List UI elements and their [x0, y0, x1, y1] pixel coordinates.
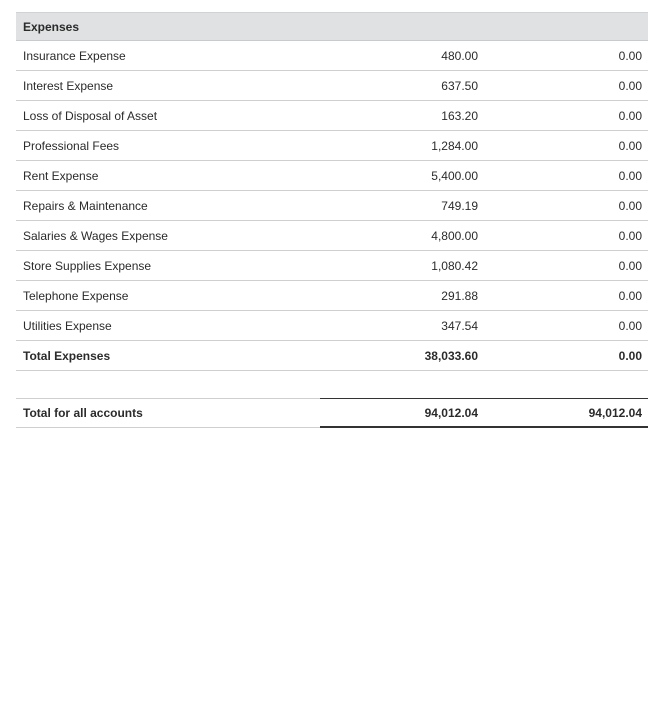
account-name: Utilities Expense	[23, 319, 112, 333]
account-name: Professional Fees	[23, 139, 120, 153]
trial-balance-report	[16, 12, 648, 428]
table-row	[16, 191, 648, 221]
debit-amount: 637.50	[441, 79, 478, 93]
debit-amount: 347.54	[441, 319, 478, 333]
account-name: Store Supplies Expense	[23, 259, 152, 273]
credit-amount: 0.00	[618, 139, 642, 153]
account-name: Salaries & Wages Expense	[23, 229, 168, 243]
debit-amount: 1,284.00	[431, 139, 478, 153]
credit-amount: 0.00	[618, 289, 642, 303]
debit-amount: 1,080.42	[431, 259, 478, 273]
section-total-debit: 38,033.60	[424, 349, 478, 363]
grand-total-label: Total for all accounts	[23, 406, 143, 420]
account-name: Loss of Disposal of Asset	[23, 109, 158, 123]
credit-amount: 0.00	[618, 169, 642, 183]
grand-total-credit: 94,012.04	[588, 406, 642, 420]
credit-amount: 0.00	[618, 109, 642, 123]
section-total-credit: 0.00	[618, 349, 642, 363]
account-name: Telephone Expense	[23, 289, 129, 303]
section-total-label: Total Expenses	[23, 349, 111, 363]
table-row	[16, 101, 648, 131]
credit-amount: 0.00	[618, 229, 642, 243]
credit-amount: 0.00	[618, 49, 642, 63]
debit-amount: 4,800.00	[431, 229, 478, 243]
account-name: Insurance Expense	[23, 49, 126, 63]
credit-amount: 0.00	[618, 199, 642, 213]
debit-amount: 5,400.00	[431, 169, 478, 183]
debit-amount: 480.00	[441, 49, 478, 63]
section-header-expenses	[16, 12, 648, 41]
table-row	[16, 311, 648, 341]
spacer	[16, 371, 648, 398]
account-name: Rent Expense	[23, 169, 99, 183]
credit-amount: 0.00	[618, 319, 642, 333]
table-row	[16, 221, 648, 251]
table-row	[16, 251, 648, 281]
grand-total-row	[16, 398, 648, 428]
debit-amount: 291.88	[441, 289, 478, 303]
debit-amount: 163.20	[441, 109, 478, 123]
section-title: Expenses	[23, 19, 80, 34]
table-row	[16, 131, 648, 161]
table-row	[16, 281, 648, 311]
account-name: Interest Expense	[23, 79, 114, 93]
table-row	[16, 41, 648, 71]
account-name: Repairs & Maintenance	[23, 199, 148, 213]
section-total-row	[16, 341, 648, 371]
total-rule-bottom	[320, 426, 648, 428]
debit-amount: 749.19	[441, 199, 478, 213]
table-row	[16, 161, 648, 191]
grand-total-debit: 94,012.04	[424, 406, 478, 420]
credit-amount: 0.00	[618, 79, 642, 93]
table-row	[16, 71, 648, 101]
credit-amount: 0.00	[618, 259, 642, 273]
